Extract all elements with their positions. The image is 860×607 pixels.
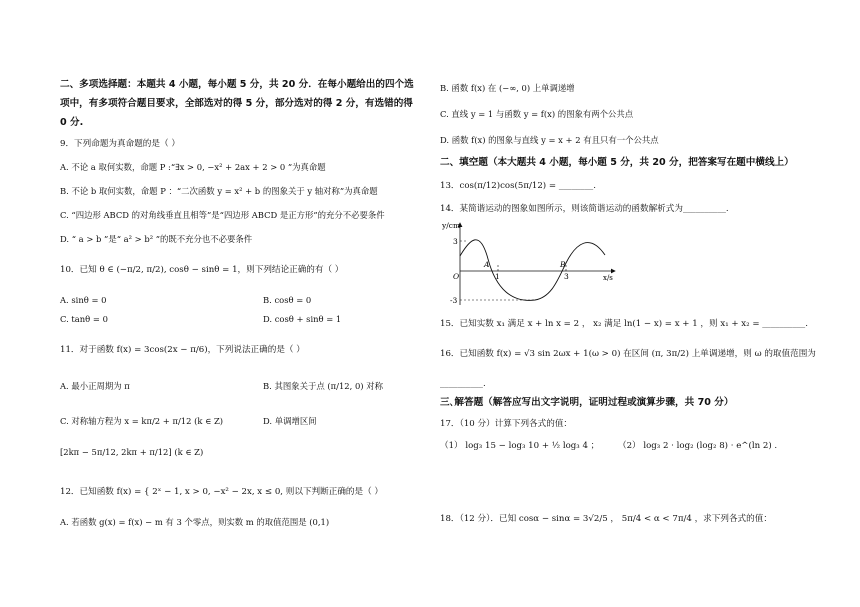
q11-option-c: C. 对称轴方程为 x = kπ/2 + π/12 (k ∈ Z) xyxy=(60,416,224,426)
q9-option-b: B. 不论 b 取何实数，命题 P ：“二次函数 y = x² + b 的图象关于 y 轴对称”为真命题 xyxy=(60,186,378,196)
section2-heading-line2: 项中，有多项符合题目要求，全部选对的得 5 分，部分选对的得 2 分，有选错的得 xyxy=(60,98,413,109)
q10-option-c: C. tanθ = 0 xyxy=(60,314,108,324)
question-15: 15．已知实数 x₁ 满足 x + ln x = 2 ， x₂ 满足 ln(1 − x) = x + 1 ，则 x₁ + x₂ = __________. xyxy=(440,319,808,329)
point-b-label: B xyxy=(560,260,566,269)
q9-option-d: D. “ a > b ”是“ a² > b² ”的既不充分也不必要条件 xyxy=(60,234,253,244)
q12-option-c: C. 直线 y = 1 与函数 y = f(x) 的图象有两个公共点 xyxy=(440,109,634,119)
q10-option-a: A. sinθ = 0 xyxy=(60,295,107,305)
point-a-label: A xyxy=(484,260,490,269)
question-13: 13．cos(π/12)cos(5π/12) = ________. xyxy=(440,181,596,191)
question-16: 16．已知函数 f(x) = √3 sin 2ωx + 1(ω > 0) 在区间 (π, 3π/2) 上单调递增，则 ω 的取值范围为 xyxy=(440,349,816,359)
y-axis-label: y/cm xyxy=(442,221,461,230)
question-9: 9．下列命题为真命题的是（ ） xyxy=(60,139,180,149)
question-12: 12．已知函数 f(x) = { 2ˣ − 1, x > 0, −x² − 2x, x ≤ 0, 则以下判断正确的是（ ） xyxy=(60,487,384,497)
x-one-label: 1 xyxy=(495,272,500,281)
q17-part-2: （2） log₃ 2 · log₂ (log₂ 8) · e^(ln 2) . xyxy=(618,441,778,451)
simple-harmonic-graph xyxy=(440,219,620,309)
q11-option-d: D. 单调增区间 xyxy=(263,416,317,426)
sine-curve xyxy=(460,240,605,301)
x-three-label: 3 xyxy=(564,272,569,281)
question-11: 11．对于函数 f(x) = 3cos(2x − π/6)，下列说法正确的是（ ） xyxy=(60,345,305,355)
section4-heading: 三､解答题（解答应写出文字说明，证明过程或演算步骤，共 70 分） xyxy=(440,397,734,408)
x-axis-label: x/s xyxy=(603,274,613,282)
section2-heading-line3: 0 分. xyxy=(60,117,84,128)
question-10: 10．已知 θ ∈ (−π/2, π/2), cosθ − sinθ = 1，则下列结论正确的有（ ） xyxy=(60,265,344,275)
q12-option-d: D. 函数 f(x) 的图象与直线 y = x + 2 有且只有一个公共点 xyxy=(440,135,659,145)
question-18: 18．（12 分）．已知 cosα − sinα = 3√2/5 ， 5π/4 < α < 7π/4 ，求下列各式的值： xyxy=(440,514,772,524)
q10-option-b: B. cosθ = 0 xyxy=(263,295,312,305)
q12-option-b: B. 函数 f(x) 在 (−∞, 0) 上单调递增 xyxy=(440,83,575,93)
q9-option-c: C. “四边形 ABCD 的对角线垂直且相等”是“四边形 ABCD 是正方形”的充分不必要条件 xyxy=(60,210,385,220)
q11-option-a: A. 最小正周期为 π xyxy=(60,381,130,391)
section2-heading-line1: 二、多项选择题：本题共 4 小题，每小题 5 分，共 20 分．在每小题给出的四个选 xyxy=(60,79,414,90)
y-bottom-label: -3 xyxy=(450,296,458,305)
q9-option-a: A. 不论 a 取何实数，命题 P :“∃x > 0, −x² + 2ax + 2 > 0 ”为真命题 xyxy=(60,162,326,172)
origin-label: O xyxy=(453,272,460,281)
q11-option-b: B. 其图象关于点 (π/12, 0) 对称 xyxy=(263,381,383,391)
q10-option-d: D. cosθ + sinθ = 1 xyxy=(263,314,342,324)
question-17: 17．（10 分）计算下列各式的值： xyxy=(440,419,573,429)
q11-option-d-interval: [2kπ − 5π/12, 2kπ + π/12] (k ∈ Z) xyxy=(60,447,204,457)
q17-part-1: （1） log₃ 15 − log₃ 10 + ½ log₃ 4 ； xyxy=(440,441,600,451)
question-14: 14．某简谐运动的图象如图所示，则该简谐运动的函数解析式为__________. xyxy=(440,204,729,214)
q16-answer-blank: __________. xyxy=(440,379,486,389)
q12-option-a: A. 若函数 g(x) = f(x) − m 有 3 个零点，则实数 m 的取值范围是 (0,1) xyxy=(60,517,330,527)
section3-heading: 二、填空题（本大题共 4 小题，每小题 5 分，共 20 分，把答案写在题中横线上） xyxy=(440,157,794,168)
y-top-label: 3 xyxy=(453,237,458,246)
